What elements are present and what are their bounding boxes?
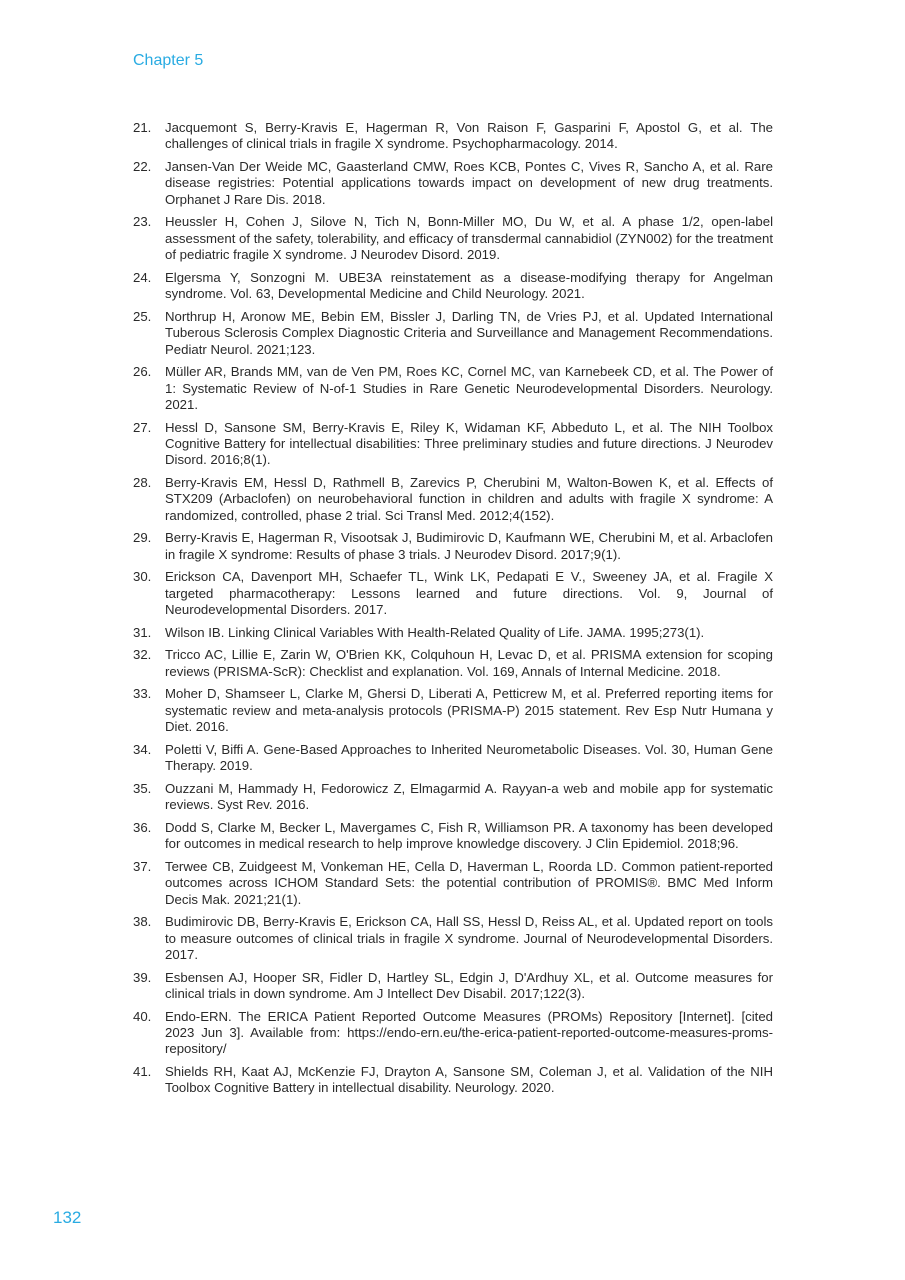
- reference-item: [133, 530, 773, 563]
- reference-item: [133, 214, 773, 263]
- page-number: 132: [53, 1208, 82, 1227]
- reference-item: [133, 569, 773, 618]
- reference-number: 29.: [133, 530, 152, 546]
- reference-text: Müller AR, Brands MM, van de Ven PM, Roes KC, Cornel MC, van Karnebeek CD, et al. The Power of 1: Systematic Review of N-of-1 Studies in Rare Genetic Neurodevelopmental Disorders. Neurology. 2021.: [165, 364, 773, 413]
- reference-number: 35.: [133, 780, 152, 796]
- reference-list: [133, 120, 773, 1103]
- reference-number: 30.: [133, 569, 152, 585]
- reference-text: Dodd S, Clarke M, Becker L, Mavergames C, Fish R, Williamson PR. A taxonomy has been developed for outcomes in medical research to help improve knowledge discovery. J Clin Epidemiol. 2018;96.: [165, 819, 773, 852]
- reference-number: 28.: [133, 475, 152, 491]
- reference-number: 24.: [133, 269, 152, 285]
- reference-number: 25.: [133, 308, 152, 324]
- reference-text: Elgersma Y, Sonzogni M. UBE3A reinstatement as a disease-modifying therapy for Angelman syndrome. Vol. 63, Developmental Medicine and Child Neurology. 2021.: [165, 269, 773, 302]
- reference-number: 22.: [133, 159, 152, 174]
- reference-number: 41.: [133, 1064, 152, 1080]
- reference-number: 33.: [133, 686, 152, 702]
- reference-text: Ouzzani M, Hammady H, Fedorowicz Z, Elmagarmid A. Rayyan-a web and mobile app for systematic reviews. Syst Rev. 2016.: [165, 780, 773, 813]
- reference-text: Moher D, Shamseer L, Clarke M, Ghersi D, Liberati A, Petticrew M, et al. Preferred reporting items for systematic review and meta-analysis protocols (PRISMA-P) 2015 statement. Rev Esp Nutr Humana y Diet. 2016.: [165, 686, 773, 735]
- reference-text: Heussler H, Cohen J, Silove N, Tich N, Bonn-Miller MO, Du W, et al. A phase 1/2, open-label assessment of the safety, tolerability, and efficacy of transdermal cannabidiol (ZYN002) for the treatment of pediatric fragile X syndrome. J Neurodev Disord. 2019.: [165, 214, 773, 263]
- reference-item: [133, 420, 773, 469]
- reference-text: Wilson IB. Linking Clinical Variables With Health-Related Quality of Life. JAMA. 1995;273(1).: [165, 624, 705, 640]
- reference-item: [133, 120, 773, 153]
- reference-text: Poletti V, Biffi A. Gene-Based Approaches to Inherited Neurometabolic Diseases. Vol. 30, Human Gene Therapy. 2019.: [165, 741, 773, 774]
- reference-item: [133, 859, 773, 908]
- reference-text: Tricco AC, Lillie E, Zarin W, O'Brien KK, Colquhoun H, Levac D, et al. PRISMA extension for scoping reviews (PRISMA-ScR): Checklist and explanation. Vol. 169, Annals of Internal Medicine. 2018.: [165, 647, 773, 679]
- reference-text: Erickson CA, Davenport MH, Schaefer TL, Wink LK, Pedapati E V., Sweeney JA, et al. Fragile X targeted pharmacotherapy: Lessons learned and future directions. Vol. 9, Journal of Neurodevelopmental Disorders. 2017.: [165, 569, 773, 618]
- reference-text: Berry-Kravis E, Hagerman R, Visootsak J, Budimirovic D, Kaufmann WE, Cherubini M, et al. Arbaclofen in fragile X syndrome: Results of phase 3 trials. J Neurodev Disord. 2017;9(1).: [165, 530, 773, 562]
- reference-text: Hessl D, Sansone SM, Berry-Kravis E, Riley K, Widaman KF, Abbeduto L, et al. The NIH Toolbox Cognitive Battery for intellectual disabilities: Three preliminary studies and future directions. J Neurodev Disord. 2016;8(1).: [165, 419, 773, 468]
- reference-number: 27.: [133, 419, 152, 435]
- reference-number: 36.: [133, 819, 152, 835]
- reference-text: Endo-ERN. The ERICA Patient Reported Outcome Measures (PROMs) Repository [Internet]. [cited 2023 Jun 3]. Available from: https://endo-ern.eu/the-erica-patient-reported-outcome-measures-proms-repository/: [165, 1008, 773, 1057]
- reference-item: [133, 686, 773, 735]
- reference-text: Terwee CB, Zuidgeest M, Vonkeman HE, Cella D, Haverman L, Roorda LD. Common patient-reported outcomes across ICHOM Standard Sets: the potential contribution of PROMIS®. BMC Med Inform Decis Mak. 2021;21(1).: [165, 858, 773, 907]
- reference-item: [133, 970, 773, 1003]
- reference-number: 38.: [133, 914, 152, 930]
- reference-item: [133, 820, 773, 853]
- reference-number: 39.: [133, 969, 152, 985]
- reference-item: [133, 270, 773, 303]
- reference-item: [133, 625, 773, 641]
- reference-item: [133, 742, 773, 775]
- reference-item: [133, 475, 773, 524]
- reference-item: [133, 914, 773, 963]
- reference-text: Jansen-Van Der Weide MC, Gaasterland CMW, Roes KCB, Pontes C, Vives R, Sancho A, et al. Rare disease registries: Potential applications towards impact on development of new drug treatments. Orphanet J Rare Dis. 2018.: [165, 159, 773, 207]
- reference-number: 31.: [133, 624, 152, 640]
- reference-number: 26.: [133, 364, 152, 380]
- reference-number: 40.: [133, 1008, 152, 1024]
- reference-item: [133, 1009, 773, 1058]
- reference-item: [133, 159, 773, 208]
- reference-text: Budimirovic DB, Berry-Kravis E, Erickson CA, Hall SS, Hessl D, Reiss AL, et al. Updated report on tools to measure outcomes of clinical trials in fragile X syndrome. Journal of Neurodevelopmental Disorders. 2017.: [165, 914, 773, 963]
- reference-text: Jacquemont S, Berry-Kravis E, Hagerman R, Von Raison F, Gasparini F, Apostol G, et al. The challenges of clinical trials in fragile X syndrome. Psychopharmacology. 2014.: [165, 120, 773, 152]
- reference-text: Esbensen AJ, Hooper SR, Fidler D, Hartley SL, Edgin J, D'Ardhuy XL, et al. Outcome measures for clinical trials in down syndrome. Am J Intellect Dev Disabil. 2017;122(3).: [165, 969, 773, 1002]
- reference-number: 23.: [133, 214, 152, 230]
- reference-item: [133, 364, 773, 413]
- reference-number: 21.: [133, 120, 152, 135]
- reference-number: 37.: [133, 858, 152, 874]
- reference-item: [133, 309, 773, 358]
- reference-text: Berry-Kravis EM, Hessl D, Rathmell B, Zarevics P, Cherubini M, Walton-Bowen K, et al. Effects of STX209 (Arbaclofen) on neurobehavioral function in children and adults with fragile X syndrome: A randomized, controlled, phase 2 trial. Sci Transl Med. 2012;4(152).: [165, 475, 773, 523]
- reference-item: [133, 1064, 773, 1097]
- reference-item: [133, 647, 773, 680]
- reference-text: Northrup H, Aronow ME, Bebin EM, Bissler J, Darling TN, de Vries PJ, et al. Updated International Tuberous Sclerosis Complex Diagnostic Criteria and Surveillance and Management Recommendations. Pediatr Neurol. 2021;123.: [165, 308, 773, 357]
- chapter-header: Chapter 5: [133, 52, 204, 69]
- reference-item: [133, 781, 773, 814]
- reference-number: 32.: [133, 647, 152, 663]
- reference-text: Shields RH, Kaat AJ, McKenzie FJ, Drayton A, Sansone SM, Coleman J, et al. Validation of the NIH Toolbox Cognitive Battery in intellectual disability. Neurology. 2020.: [165, 1064, 773, 1096]
- reference-number: 34.: [133, 741, 152, 757]
